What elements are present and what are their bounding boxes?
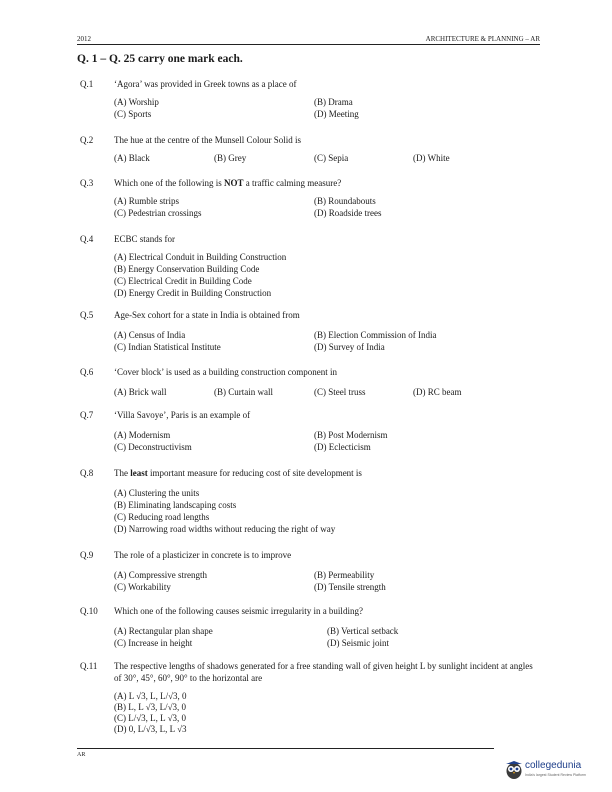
option-c: (C) Workability bbox=[114, 582, 171, 592]
header-year: 2012 bbox=[77, 35, 91, 43]
option-c: (C) Indian Statistical Institute bbox=[114, 342, 221, 352]
option-a: (A) L √3, L, L/√3, 0 bbox=[114, 691, 187, 701]
option-c: (C) Sports bbox=[114, 109, 152, 119]
question-number: Q.2 bbox=[80, 135, 94, 145]
question-number: Q.11 bbox=[80, 661, 98, 671]
option-a: (A) Modernism bbox=[114, 430, 171, 440]
question-text: ‘Villa Savoye’, Paris is an example of bbox=[114, 410, 251, 420]
option-a: (A) Black bbox=[114, 153, 150, 163]
option-a: (A) Clustering the units bbox=[114, 488, 200, 498]
option-c: (C) Pedestrian crossings bbox=[114, 208, 202, 218]
footer-code: AR bbox=[77, 752, 86, 758]
option-c: (C) L/√3, L, L √3, 0 bbox=[114, 713, 187, 723]
text-part: Which one of the following is bbox=[114, 178, 224, 188]
option-a: (A) Rumble strips bbox=[114, 196, 179, 206]
question-text bbox=[114, 467, 542, 479]
option-d: (D) Energy Credit in Building Construction bbox=[114, 288, 272, 298]
collegedunia-logo[interactable] bbox=[505, 758, 590, 782]
question-number: Q.5 bbox=[80, 310, 94, 320]
option-a: (A) Brick wall bbox=[114, 387, 167, 397]
question-number: Q.6 bbox=[80, 367, 94, 377]
option-a: (A) Electrical Conduit in Building Construction bbox=[114, 252, 287, 262]
question-text: The respective lengths of shadows generated for a free standing wall of given height L by sunlight incident at angles of 30°, 45°, 60°, 90° to the horizontal are bbox=[114, 661, 533, 683]
logo-tagline: India's largest Student Review Platform bbox=[525, 773, 586, 777]
option-d: (D) Survey of India bbox=[314, 342, 385, 352]
option-d: (D) White bbox=[413, 153, 450, 163]
option-b: (B) Grey bbox=[214, 153, 247, 163]
option-a: (A) Rectangular plan shape bbox=[114, 626, 213, 636]
option-a: (A) Census of India bbox=[114, 330, 186, 340]
option-b: (B) Election Commission of India bbox=[314, 330, 437, 340]
option-b: (B) Eliminating landscaping costs bbox=[114, 500, 237, 510]
option-d: (D) Narrowing road widths without reducing the right of way bbox=[114, 524, 336, 534]
question-text: The role of a plasticizer in concrete is to improve bbox=[114, 550, 292, 560]
question-text: ‘Cover block’ is used as a building construction component in bbox=[114, 367, 338, 377]
option-b: (B) Roundabouts bbox=[314, 196, 376, 206]
question-number: Q.1 bbox=[80, 79, 94, 89]
option-d: (D) 0, L/√3, L, L √3 bbox=[114, 724, 187, 734]
option-b: (B) Curtain wall bbox=[214, 387, 273, 397]
option-a: (A) Worship bbox=[114, 97, 159, 107]
question-text: ECBC stands for bbox=[114, 234, 176, 244]
question-number: Q.7 bbox=[80, 410, 94, 420]
option-c: (C) Steel truss bbox=[314, 387, 366, 397]
option-b: (B) Permeability bbox=[314, 570, 375, 580]
emphasis: least bbox=[130, 468, 148, 478]
option-d: (D) RC beam bbox=[413, 387, 462, 397]
question-number: Q.8 bbox=[80, 468, 94, 478]
option-d: (D) Meeting bbox=[314, 109, 359, 119]
question-number: Q.3 bbox=[80, 178, 94, 188]
question-number: Q.9 bbox=[80, 550, 94, 560]
option-d: (D) Roadside trees bbox=[314, 208, 382, 218]
text-part: important measure for reducing cost of site development is bbox=[147, 468, 362, 478]
question-number: Q.4 bbox=[80, 234, 94, 244]
question-text: The hue at the centre of the Munsell Colour Solid is bbox=[114, 135, 301, 145]
option-b: (B) Post Modernism bbox=[314, 430, 388, 440]
question-text bbox=[114, 177, 542, 189]
question-text: Which one of the following causes seismic irregularity in a building? bbox=[114, 606, 363, 616]
option-b: (B) L, L √3, L/√3, 0 bbox=[114, 702, 187, 712]
option-b: (B) Drama bbox=[314, 97, 353, 107]
owl-icon bbox=[505, 760, 523, 780]
section-title: Q. 1 – Q. 25 carry one mark each. bbox=[77, 53, 243, 65]
option-c: (C) Electrical Credit in Building Code bbox=[114, 276, 252, 286]
footer-rule bbox=[77, 748, 494, 749]
option-c: (C) Sepia bbox=[314, 153, 349, 163]
option-d: (D) Seismic joint bbox=[327, 638, 389, 648]
emphasis: NOT bbox=[223, 178, 244, 188]
question-number: Q.10 bbox=[80, 606, 98, 616]
option-c: (C) Deconstructivism bbox=[114, 442, 192, 452]
header-paper: ARCHITECTURE & PLANNING – AR bbox=[425, 35, 540, 43]
question-text: ‘Agora’ was provided in Greek towns as a place of bbox=[114, 79, 297, 89]
option-b: (B) Vertical setback bbox=[327, 626, 399, 636]
option-c: (C) Reducing road lengths bbox=[114, 512, 210, 522]
option-d: (D) Eclecticism bbox=[314, 442, 371, 452]
option-b: (B) Energy Conservation Building Code bbox=[114, 264, 260, 274]
logo-name: collegedunia bbox=[525, 760, 582, 771]
question-text: Age-Sex cohort for a state in India is obtained from bbox=[114, 310, 300, 320]
option-c: (C) Increase in height bbox=[114, 638, 193, 648]
text-part: a traffic calming measure? bbox=[243, 178, 342, 188]
option-d: (D) Tensile strength bbox=[314, 582, 386, 592]
text-part: The bbox=[114, 468, 131, 478]
header-rule bbox=[77, 44, 540, 45]
option-a: (A) Compressive strength bbox=[114, 570, 207, 580]
